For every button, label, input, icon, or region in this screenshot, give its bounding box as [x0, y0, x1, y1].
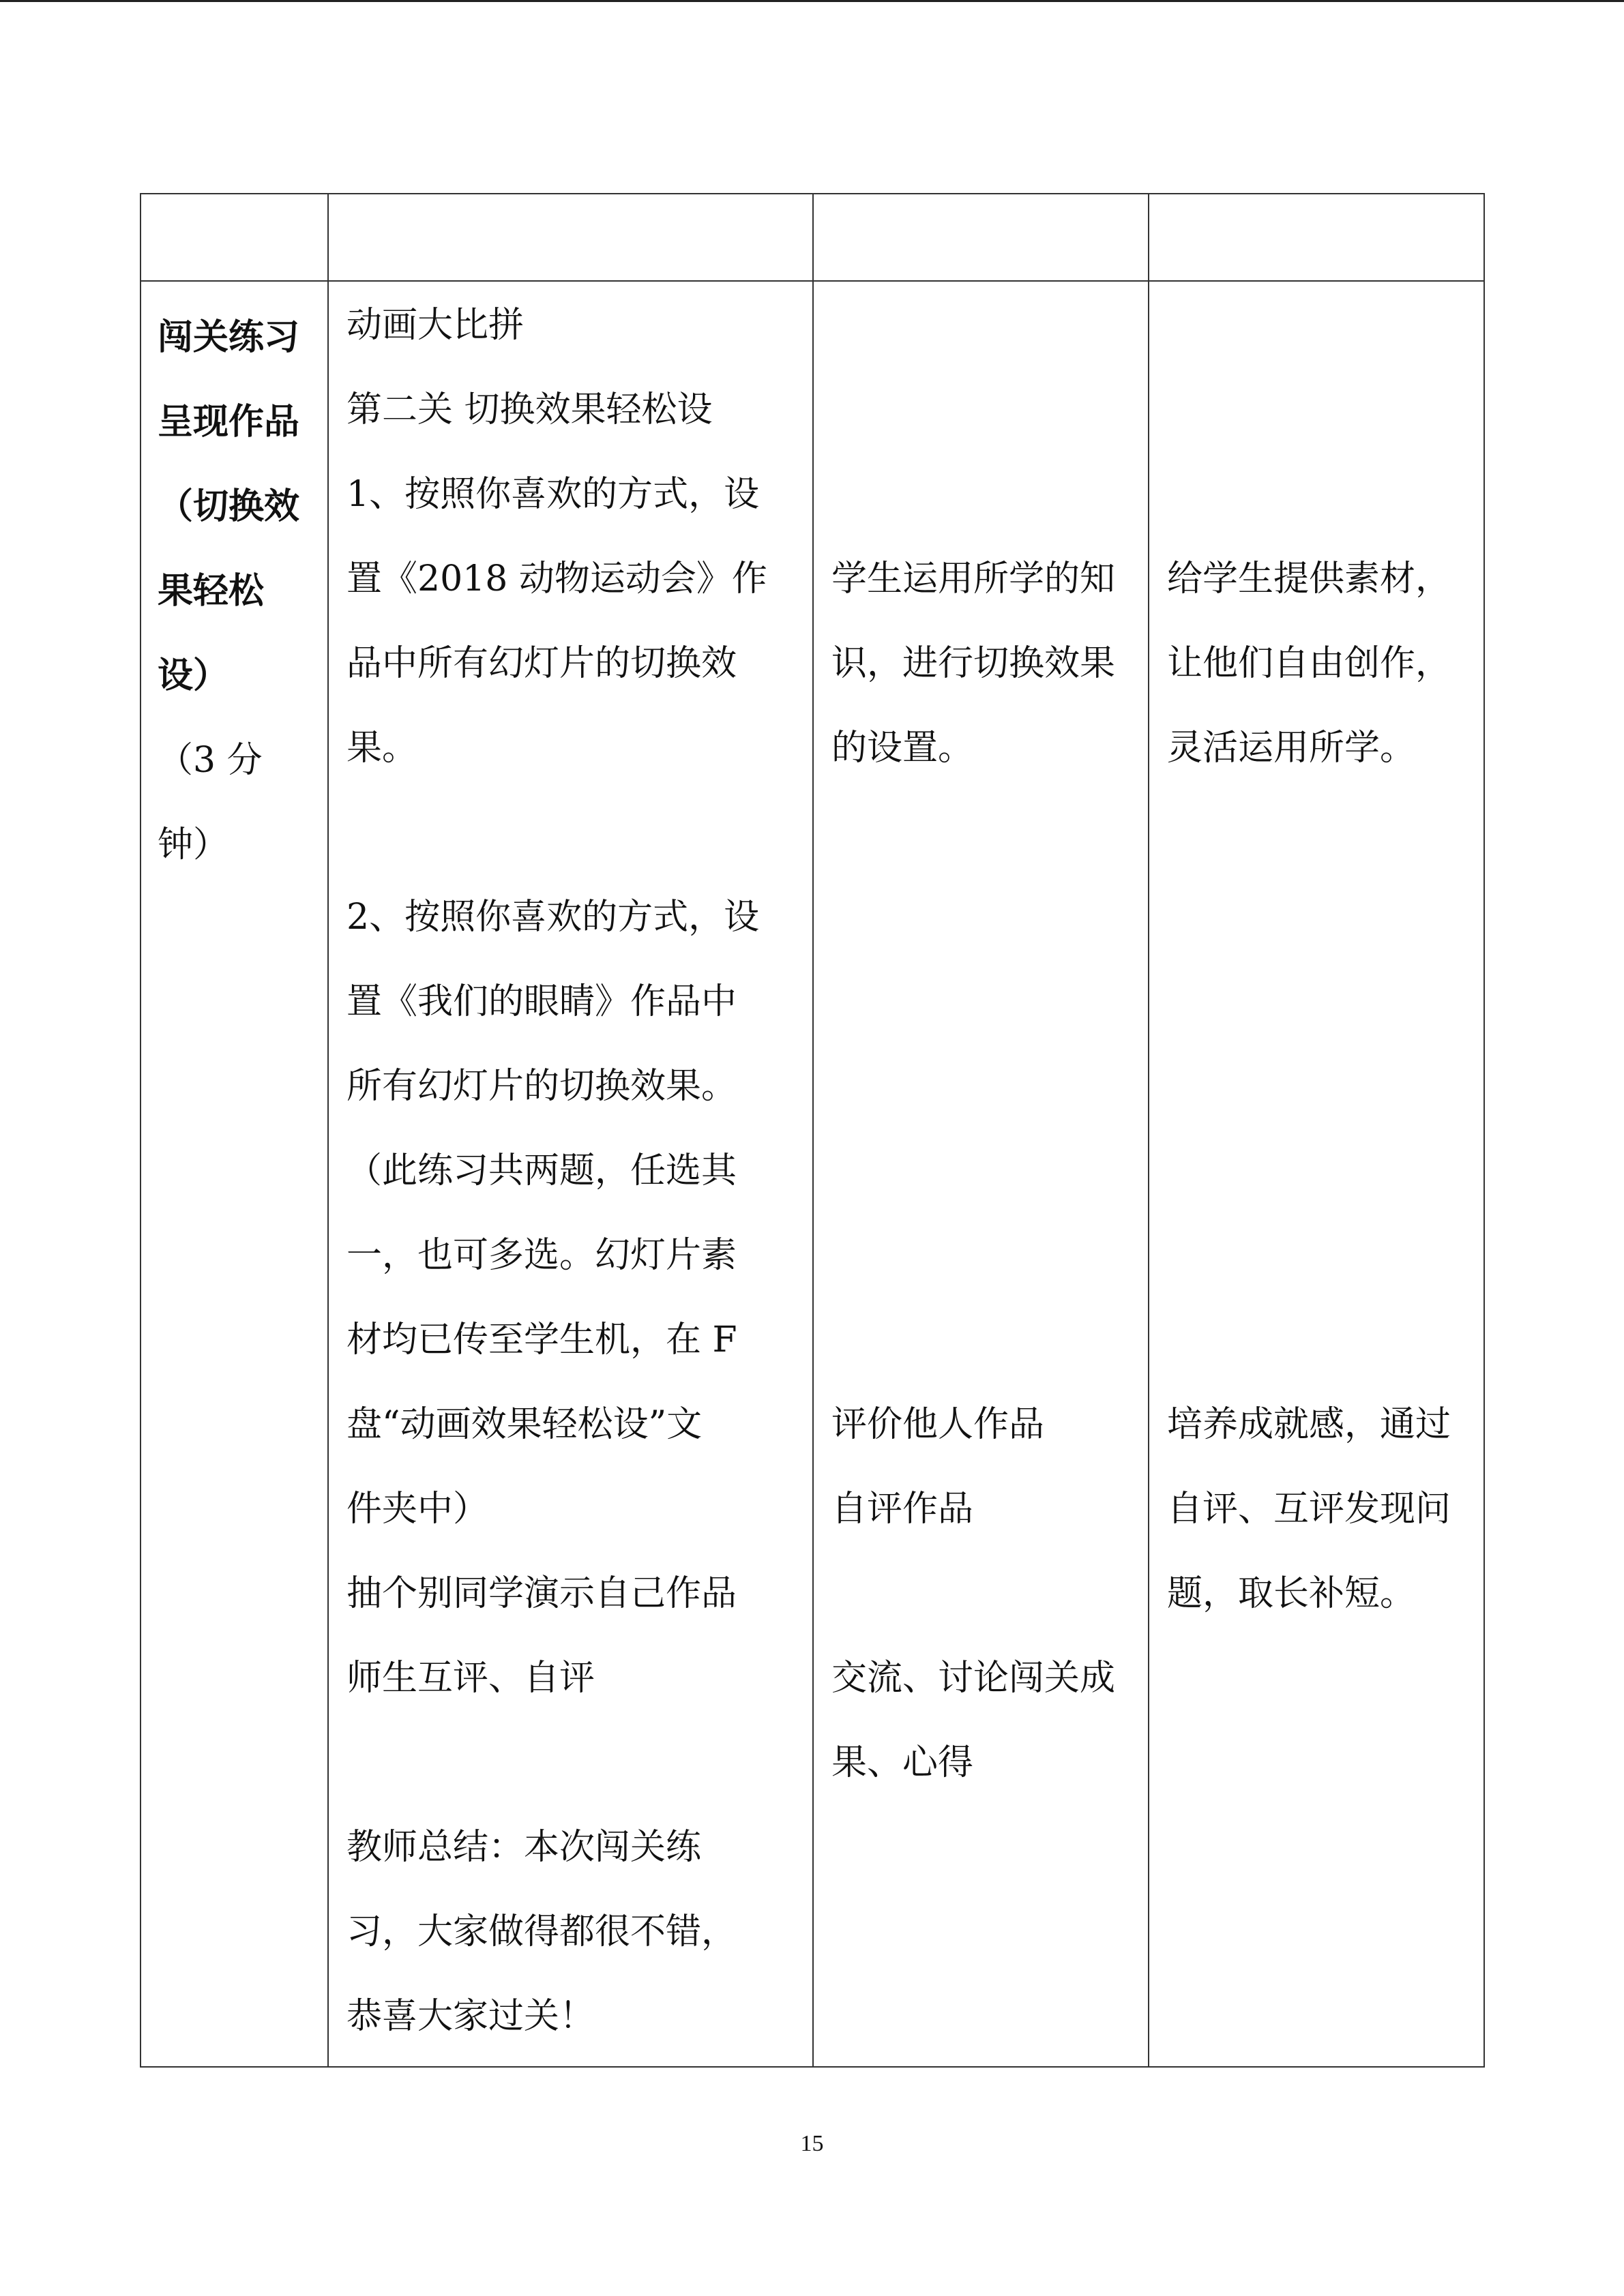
text-line: 习，大家做得都很不错， [346, 1911, 737, 1952]
stage-cell [141, 281, 328, 2067]
text-line: 教师总结：本次闯关练 [346, 1827, 702, 1868]
text-line [831, 790, 1138, 875]
text-line: 置《我们的眼睛》作品中 [346, 981, 737, 1022]
text-line [831, 1044, 1138, 1129]
text-line: （切换效 [158, 486, 300, 527]
text-line [346, 790, 803, 875]
text-line: 一，也可多选。幻灯片素 [346, 1235, 737, 1276]
text-line [831, 1129, 1138, 1213]
text-line [1167, 1213, 1474, 1298]
text-line [1167, 452, 1474, 537]
text-line [1167, 875, 1474, 959]
text-line: 让他们自由创作， [1167, 643, 1451, 684]
text-line: 师生互评、自评 [346, 1658, 595, 1699]
text-line [1167, 790, 1474, 875]
text-line: 识，进行切换效果 [831, 643, 1116, 684]
text-line: 品中所有幻灯片的切换效 [346, 643, 737, 684]
header-cell-stage [141, 194, 328, 281]
design-purpose-text [1149, 282, 1483, 1636]
text-line: 评价他人作品 [831, 1404, 1045, 1445]
header-cell-teacher [328, 194, 813, 281]
text-line: 的设置。 [831, 728, 974, 769]
text-line: （此练习共两题，任选其 [346, 1150, 737, 1191]
teacher-activity-cell [328, 281, 813, 2067]
text-line [1167, 283, 1474, 368]
text-line [831, 1298, 1138, 1382]
text-line [831, 283, 1138, 368]
text-line [831, 1551, 1138, 1636]
text-line: 果。 [346, 728, 418, 769]
text-line [831, 368, 1138, 452]
table-row [141, 281, 1484, 2067]
text-line: 果、心得 [831, 1742, 974, 1783]
text-line: 钟） [158, 824, 229, 865]
text-line [831, 875, 1138, 959]
text-line [1167, 959, 1474, 1044]
text-line [831, 959, 1138, 1044]
text-line [346, 1720, 803, 1805]
text-line [831, 1213, 1138, 1298]
text-line: 设） [158, 655, 229, 696]
text-line: 学生运用所学的知 [831, 558, 1116, 599]
page-number: 15 [800, 2131, 824, 2156]
text-line: 所有幻灯片的切换效果。 [346, 1066, 737, 1107]
text-line: 自评作品 [831, 1489, 974, 1530]
text-line: （3 分 [158, 740, 263, 781]
text-line: 呈现作品 [158, 401, 300, 443]
text-line: 自评、互评发现问 [1167, 1489, 1451, 1530]
lesson-plan-table [140, 193, 1485, 2068]
text-line [1167, 1044, 1474, 1129]
text-line: 动画大比拼 [346, 305, 525, 346]
student-activity-text [814, 282, 1148, 1805]
text-line: 材均已传至学生机，在 F [346, 1320, 737, 1360]
text-line: 第二关 切换效果轻松设 [346, 389, 713, 430]
text-line: 果轻松 [158, 570, 265, 612]
teacher-activity-text [329, 282, 812, 2059]
stage-text [141, 282, 327, 887]
header-cell-student [813, 194, 1149, 281]
text-line [1167, 368, 1474, 452]
text-line: 闯关练习 [158, 316, 300, 358]
text-line: 题，取长补短。 [1167, 1573, 1416, 1614]
page-top-rule [0, 0, 1624, 2]
text-line: 灵活运用所学。 [1167, 728, 1416, 769]
text-line: 件夹中） [346, 1489, 489, 1530]
student-activity-cell [813, 281, 1149, 2067]
text-line: 恭喜大家过关！ [346, 1996, 595, 2037]
text-line: 2、按照你喜欢的方式，设 [346, 897, 760, 938]
text-line [831, 452, 1138, 537]
text-line [1167, 1129, 1474, 1213]
header-cell-purpose [1149, 194, 1484, 281]
text-line [1167, 1298, 1474, 1382]
design-purpose-cell [1149, 281, 1484, 2067]
text-line: 交流、讨论闯关成 [831, 1658, 1116, 1699]
text-line: 培养成就感，通过 [1167, 1404, 1451, 1445]
text-line: 盘“动画效果轻松设”文 [346, 1404, 703, 1445]
text-line: 给学生提供素材， [1167, 558, 1451, 599]
text-line: 抽个别同学演示自己作品 [346, 1573, 737, 1614]
table-header-row [141, 194, 1484, 281]
text-line: 置《2018 动物运动会》作 [346, 558, 767, 599]
text-line: 1、按照你喜欢的方式，设 [346, 474, 760, 515]
